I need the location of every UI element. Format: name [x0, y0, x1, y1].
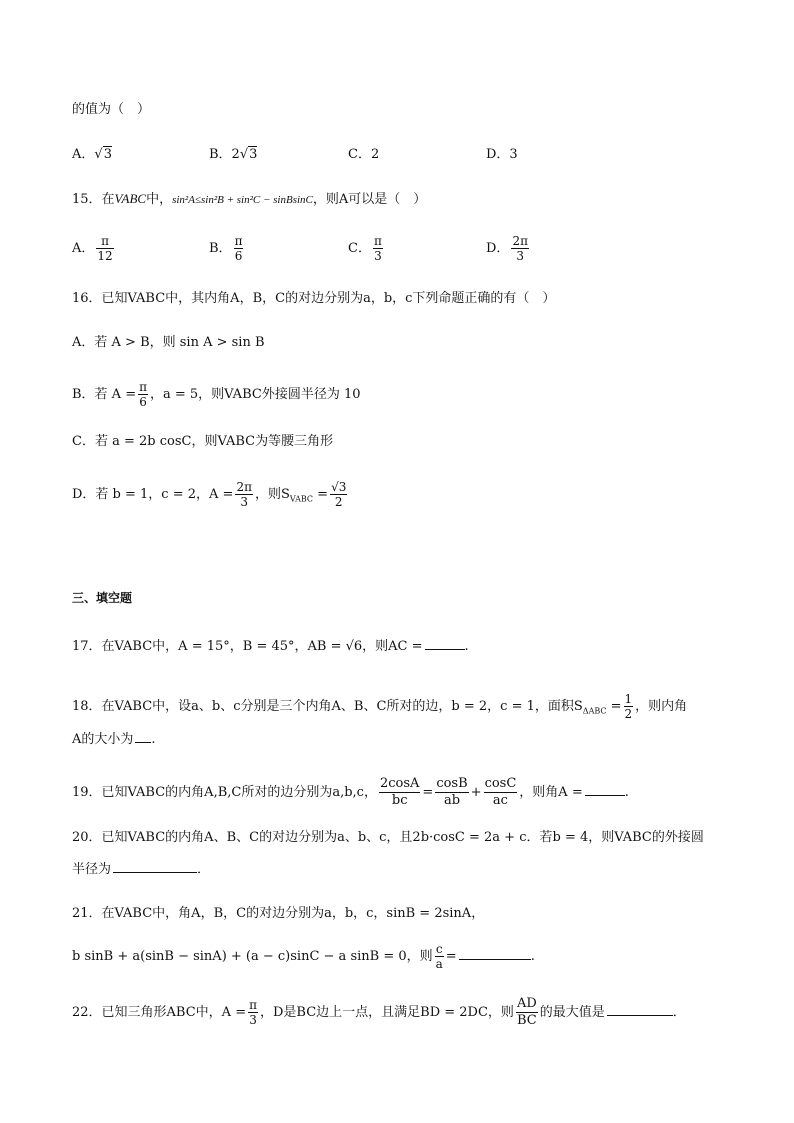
q20-answer-blank[interactable]	[113, 872, 197, 873]
q17-answer-blank[interactable]	[425, 649, 465, 650]
q21-answer-blank[interactable]	[459, 959, 531, 960]
q17: 17．在VABC中，A = 15°，B = 45°，AB = √6，则AC = .	[72, 639, 469, 654]
q16-option-a: A．若 A > B，则 sin A > sin B	[72, 335, 265, 350]
q14-option-c: C．2	[348, 147, 380, 162]
q14-option-d: D．3	[486, 147, 518, 162]
q16-option-d: D．若 b = 1，c = 2，A = $\frac{2\pi}{3}$ ，则$S_{VABC}$ = $\frac{√3}{2}$	[72, 480, 347, 509]
q15-stem: 15．在VABC中，sin²A≤sin²B + sin²C − sinBsinC，则A可以是（ ）	[72, 191, 427, 207]
q19: 19．已知VABC的内角A,B,C所对的边分别为a,b,c， $\frac{2\cos A}{bc}$ = $\frac{\cos B}{ab}$ + $\frac{\cos C}{ac}$ ，则角A = .	[72, 776, 629, 808]
q15-option-c: C． $\frac{\pi}{3}$	[348, 234, 382, 263]
q14-stem-tail: 的值为（ ）	[72, 102, 151, 117]
q20-line1: 20．已知VABC的内角A、B、C的对边分别为a、b、c，且2b·cosC = 2a + c．若b = 4，则VABC的外接圆	[72, 830, 704, 845]
q14-option-b: B．2√3	[209, 147, 258, 162]
q21-line2: b sinB + a(sinB − sinA) + (a − c)sinC − a sinB = 0，则 $\frac{c}{a}$ = .	[72, 942, 535, 971]
q15-option-b: B． $\frac{\pi}{6}$	[209, 234, 243, 263]
q16-option-b: B．若 A = $\frac{\pi}{6}$ ，a = 5，则VABC外接圆半径为 10	[72, 380, 361, 409]
q18-answer-blank[interactable]	[135, 742, 151, 743]
q22-answer-blank[interactable]	[607, 1015, 673, 1016]
q19-answer-blank[interactable]	[585, 795, 625, 796]
q20-line2: 半径为 ．	[72, 862, 211, 877]
q15-option-a: A． $\frac{\pi}{12}$	[72, 234, 113, 263]
q15-option-d: D． $\frac{2\pi}{3}$	[486, 234, 528, 263]
q18-line2: A的大小为 .	[72, 732, 156, 747]
q14-option-a: A．√3	[72, 147, 112, 162]
q18-line1: 18．在VABC中，设a、b、c分别是三个内角A、B、C所对的边，b = 2，c = 1，面积$S_{\Delta ABC}$ = $\frac{1}{2}$ ，则内角	[72, 692, 688, 721]
q16-option-c: C．若 a = 2b cosC，则VABC为等腰三角形	[72, 434, 334, 449]
q22: 22．已知三角形ABC中，A = $\frac{\pi}{3}$ ，D是BC边上一点，且满足BD = 2DC，则 $\frac{AD}{BC}$ 的最大值是 ．	[72, 996, 686, 1028]
q16-stem: 16．已知VABC中，其内角A，B，C的对边分别为a，b，c下列命题正确的有（ ）	[72, 291, 556, 306]
section-heading-fill-in: 三、填空题	[72, 591, 133, 605]
q21-line1: 21．在VABC中，角A，B，C的对边分别为a，b，c，sinB = 2sinA，	[72, 906, 485, 921]
